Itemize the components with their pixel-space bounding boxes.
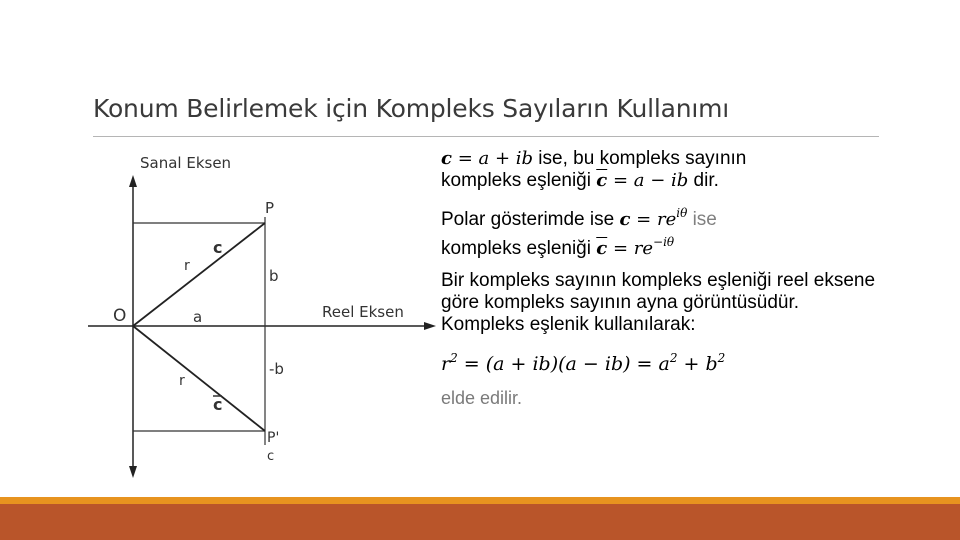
complex-plane-diagram bbox=[80, 145, 440, 485]
c-symbol: c bbox=[441, 148, 452, 169]
explanation-text bbox=[441, 148, 901, 409]
polar-exponent: iθ bbox=[676, 206, 688, 220]
neg-b-label: -b bbox=[269, 360, 284, 378]
c-equation: = a + ib bbox=[451, 148, 534, 169]
eq-b-exp: 2 bbox=[717, 351, 726, 365]
p1-text-1: ise, bu kompleks sayının bbox=[533, 148, 747, 169]
point-p-label: P bbox=[265, 199, 275, 217]
closing-text: elde edilir. bbox=[441, 388, 523, 408]
p2-text-1: Polar gösterimde ise bbox=[441, 209, 620, 230]
r-lower-label: r bbox=[179, 373, 185, 389]
paragraph-definition bbox=[441, 148, 901, 192]
imaginary-axis-arrow-up bbox=[129, 175, 137, 187]
a-label: a bbox=[193, 308, 203, 326]
c-bar-equation: = a − ib bbox=[607, 170, 689, 191]
p2-text-3: kompleks eşleniği bbox=[441, 238, 597, 259]
p1-text-2: kompleks eşleniği bbox=[441, 170, 597, 191]
p1-text-3: dir. bbox=[688, 170, 719, 191]
point-p-conj-label: P' bbox=[267, 430, 280, 446]
eq-plus: + b bbox=[677, 353, 718, 375]
footer-bar bbox=[0, 504, 960, 540]
vector-c-conjugate bbox=[133, 326, 265, 431]
paragraph-polar bbox=[441, 202, 901, 260]
polar-conjugate-equation: = re bbox=[607, 238, 654, 259]
polar-c-bar-symbol: $\overline{c}$ bbox=[596, 238, 608, 259]
eq-lhs: r bbox=[441, 353, 451, 375]
b-label: b bbox=[269, 267, 279, 285]
polar-equation: = re bbox=[630, 209, 677, 230]
p2-text-2: ise bbox=[687, 209, 717, 230]
origin-label: O bbox=[113, 306, 127, 326]
vertical-axis-label: Sanal Eksen bbox=[140, 154, 232, 172]
c-label: c bbox=[213, 238, 223, 257]
title-divider bbox=[93, 136, 879, 137]
c-bar-symbol: $\overline{c}$ bbox=[596, 170, 608, 191]
eq-mid: = (a + ib)(a − ib) = a bbox=[457, 353, 670, 375]
r-upper-label: r bbox=[184, 258, 190, 274]
horizontal-axis-label: Reel Eksen bbox=[322, 303, 404, 321]
imaginary-axis-arrow-down bbox=[129, 466, 137, 478]
eq-lhs-exp: 2 bbox=[450, 351, 458, 365]
c-conjugate-label: c bbox=[213, 395, 223, 414]
paragraph-mirror: Bir kompleks sayının kompleks eşleniği reel eksene göre kompleks sayının ayna görüntüsüdür. Kompleks eşlenik kullanılarak: bbox=[441, 270, 876, 335]
polar-conjugate-exponent: −iθ bbox=[653, 235, 675, 249]
footer-accent-stripe bbox=[0, 497, 960, 504]
bottom-c-label: c bbox=[267, 449, 275, 464]
real-axis-arrow bbox=[424, 322, 436, 330]
modulus-equation bbox=[441, 346, 901, 376]
slide-title: Konum Belirlemek için Kompleks Sayıların Kullanımı bbox=[93, 94, 729, 123]
polar-c-symbol: c bbox=[619, 209, 631, 230]
eq-a-exp: 2 bbox=[669, 351, 678, 365]
